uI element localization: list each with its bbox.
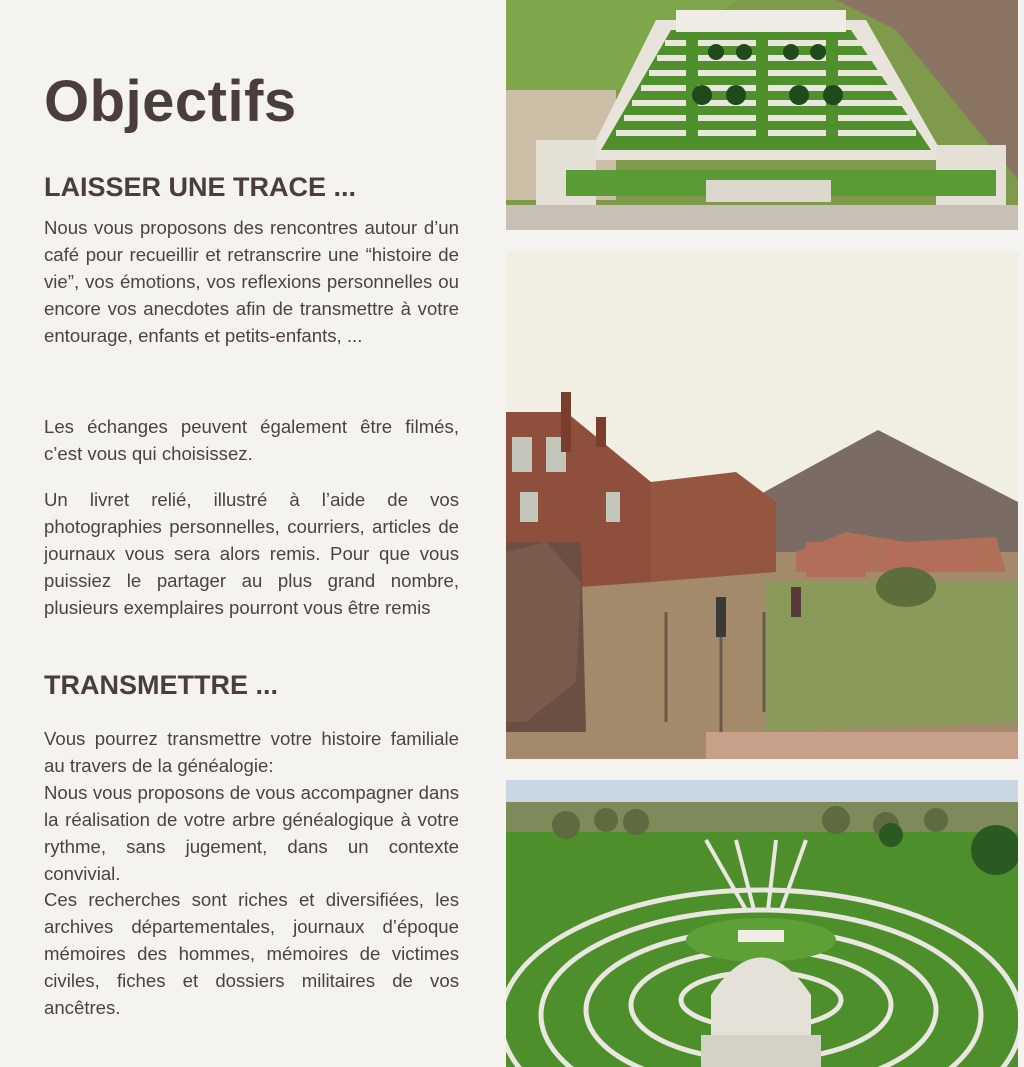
photo-mining-village xyxy=(506,252,1018,759)
paragraph-rencontres: Nous vous proposons des rencontres autour d’un café pour recueillir et retranscrire une “histoire de vie”, vos émotions, vos reflexions personnelles ou encore vos anecdotes afin de transmettre à votre entourage, enfants et petits-enfants, ... xyxy=(44,217,459,346)
genealogie-accompagner: Nous vous proposons de vous accompagner dans la réalisation de votre arbre généalogique à votre rythme, sans jugement, dans un contexte convivial. xyxy=(44,781,459,884)
paragraph-genealogie xyxy=(44,726,459,1022)
paragraph-echanges: Les échanges peuvent également être filmés, c’est vous qui choisissez. xyxy=(44,416,459,464)
photo-circular-cemetery xyxy=(506,780,1018,1067)
genealogie-recherches: Ces recherches sont riches et diversifiées, les archives départementales, journaux d’époque mémoires des hommes, mémoires de victimes civiles, fiches et dossiers militaires de vos ancêtres. xyxy=(44,889,459,1019)
genealogie-intro: Vous pourrez transmettre votre histoire familiale au travers de la généalogie: xyxy=(44,728,459,776)
section-heading-transmettre: TRANSMETTRE ... xyxy=(44,670,278,700)
paragraph-livret: Un livret relié, illustré à l’aide de vos photographies personnelles, courriers, articles de journaux vous sera alors remis. Pour que vous puissiez le partager au plus grand nombre, plusieurs exemplaires pourront vous être remis xyxy=(44,489,459,618)
section-heading-laisser-une-trace: LAISSER UNE TRACE ... xyxy=(44,172,357,202)
photo-cemetery-aerial xyxy=(506,0,1018,230)
page-title: Objectifs xyxy=(44,69,297,134)
